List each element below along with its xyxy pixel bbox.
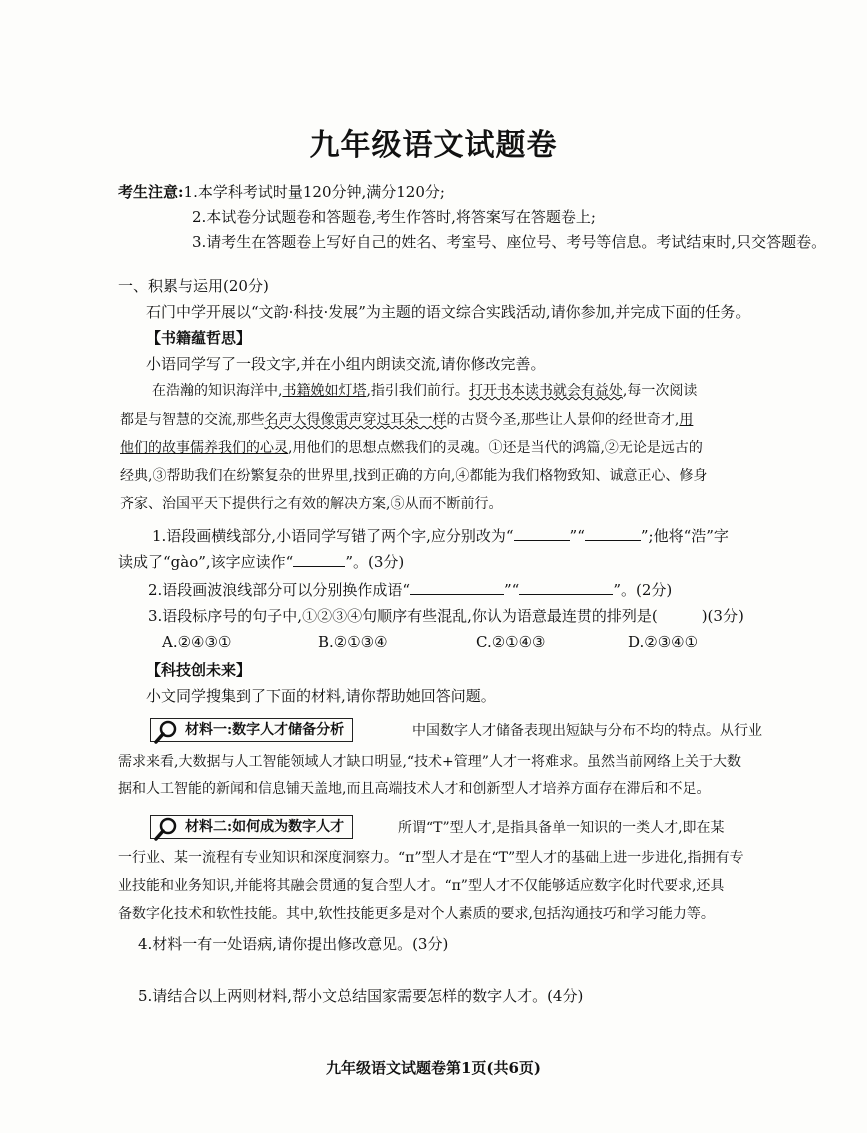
option-a[interactable]: A.②④③① [162,633,232,651]
section-intro: 石门中学开展以“文韵·科技·发展”为主题的语文综合实践活动,请你参加,并完成下面的任务。 [146,303,751,321]
material-2-line-4: 备数字化技术和软性技能。其中,软性技能更多是对个人素质的要求,包括沟通技巧和学习能力等。 [118,906,715,922]
answer-blank[interactable] [410,580,504,595]
underlined-phrase-1: 书籍娩如灯塔 [282,383,367,399]
answer-blank[interactable] [293,552,345,567]
task-lead-1: 小语同学写了一段文字,并在小组内朗读交流,请你修改完善。 [146,355,546,373]
material-1-line-3: 据和人工智能的新闻和信息铺天盖地,而且高端技术人才和创新型人才培养方面存在滞后和不足。 [118,781,711,797]
passage-text: ,用他们的思想点燃我们的灵魂。①还是当代的鸿篇,②无论是远古的 [288,440,703,456]
material-2-line-3: 业技能和业务知识,并能将其融会贯通的复合型人才。“π”型人才不仅能够适应数字化时代要求,还具 [118,878,725,894]
question-text: )(3分) [701,607,744,625]
question-1-line-1 [152,526,729,546]
passage-line-1 [152,381,697,401]
passage-text: 在浩瀚的知识海洋中, [152,383,283,399]
page-title: 九年级语文试题卷 [309,128,558,163]
answer-blank[interactable] [514,526,570,541]
answer-blank[interactable] [585,526,641,541]
question-text: 3.语段标序号的句子中,①②③④句顺序有些混乱,你认为语意最连贯的排列是( [148,607,658,625]
option-c[interactable]: C.②①④③ [476,633,546,651]
passage-text: 的古贤今圣,那些让人景仰的经世奇才, [446,412,680,428]
question-text: ”。(2分) [613,581,673,599]
question-text: 1.语段画横线部分,小语同学写错了两个字,应分别改为“ [152,527,514,545]
notice-line-1 [118,182,445,202]
page-footer: 九年级语文试题卷第1页(共6页) [325,1059,542,1077]
passage-text: ,每一次阅读 [622,383,698,399]
wavy-phrase-2: 名声大得像雷声穿过耳朵一样 [264,412,447,428]
options-row [0,632,867,652]
material-1-line-2: 需求来看,大数据与人工智能领域人才缺口明显,“技术+管理”人才一将难求。虽然当前网络上关于大数 [118,754,741,770]
passage-text: 都是与智慧的交流,那些 [120,412,265,428]
question-4: 4.材料一有一处语病,请你提出修改意见。(3分) [138,935,449,953]
material-2-label-text: 材料二:如何成为数字人才 [185,819,345,835]
notice-label: 考生注意: [118,183,184,201]
question-3 [148,606,744,626]
material-2-line-1: 所谓“T”型人才,是指具备单一知识的一类人才,即在某 [398,820,725,836]
notice-item-2: 2.本试卷分试题卷和答题卷,考生作答时,将答案写在答题卷上; [192,208,596,226]
material-1-label [150,718,353,742]
magnifier-icon [153,719,181,745]
option-b[interactable]: B.②①③④ [318,633,388,651]
passage-line-2 [120,410,693,430]
question-text: 2.语段画波浪线部分可以分别换作成语“ [148,581,410,599]
passage-line-4: 经典,③帮助我们在纷繁复杂的世界里,找到正确的方向,④都能为我们格物致知、诚意正心、修身 [120,468,708,484]
section-heading: 一、积累与运用(20分) [118,277,269,295]
subsection-heading-books: 【书籍蕴哲思】 [146,329,252,347]
underlined-phrase-2b: 他们的故事儒养我们的心灵 [120,440,288,456]
material-1-line-1: 中国数字人才储备表现出短缺与分布不均的特点。从行业 [412,723,762,739]
question-5: 5.请结合以上两则材料,帮小文总结国家需要怎样的数字人才。(4分) [138,987,584,1005]
notice-item-3: 3.请考生在答题卷上写好自己的姓名、考室号、座位号、考号等信息。考试结束时,只交答题卷。 [192,233,827,251]
material-2-label [150,815,353,839]
underlined-phrase-2a: 用 [679,412,694,428]
question-text: 读成了“gào”,该字应读作“ [118,553,294,571]
material-2-line-2: 一行业、某一流程有专业知识和深度洞察力。“π”型人才是在“T”型人才的基础上进一步进化,指拥有专 [118,850,744,866]
question-text: ”。(3分) [345,553,405,571]
passage-line-5: 齐家、治国平天下提供行之有效的解决方案,⑤从而不断前行。 [120,496,503,512]
question-text: ”;他将“浩”字 [640,527,729,545]
task-lead-2: 小文同学搜集到了下面的材料,请你帮助她回答问题。 [146,687,496,705]
passage-line-3 [120,438,703,458]
subsection-heading-tech: 【科技创未来】 [146,661,252,679]
question-1-line-2 [118,552,404,572]
question-2 [148,580,672,600]
answer-blank[interactable] [519,580,613,595]
option-d[interactable]: D.②③④① [628,633,699,651]
question-text: ”“ [503,581,520,599]
wavy-phrase-1: 打开书本读书就会有益处 [468,383,623,399]
question-text: ”“ [569,527,585,545]
magnifier-icon [153,816,181,842]
passage-text: ,指引我们前行。 [366,383,469,399]
material-1-label-text: 材料一:数字人才储备分析 [185,722,345,738]
notice-item-1: 1.本学科考试时量120分钟,满分120分; [183,183,445,201]
